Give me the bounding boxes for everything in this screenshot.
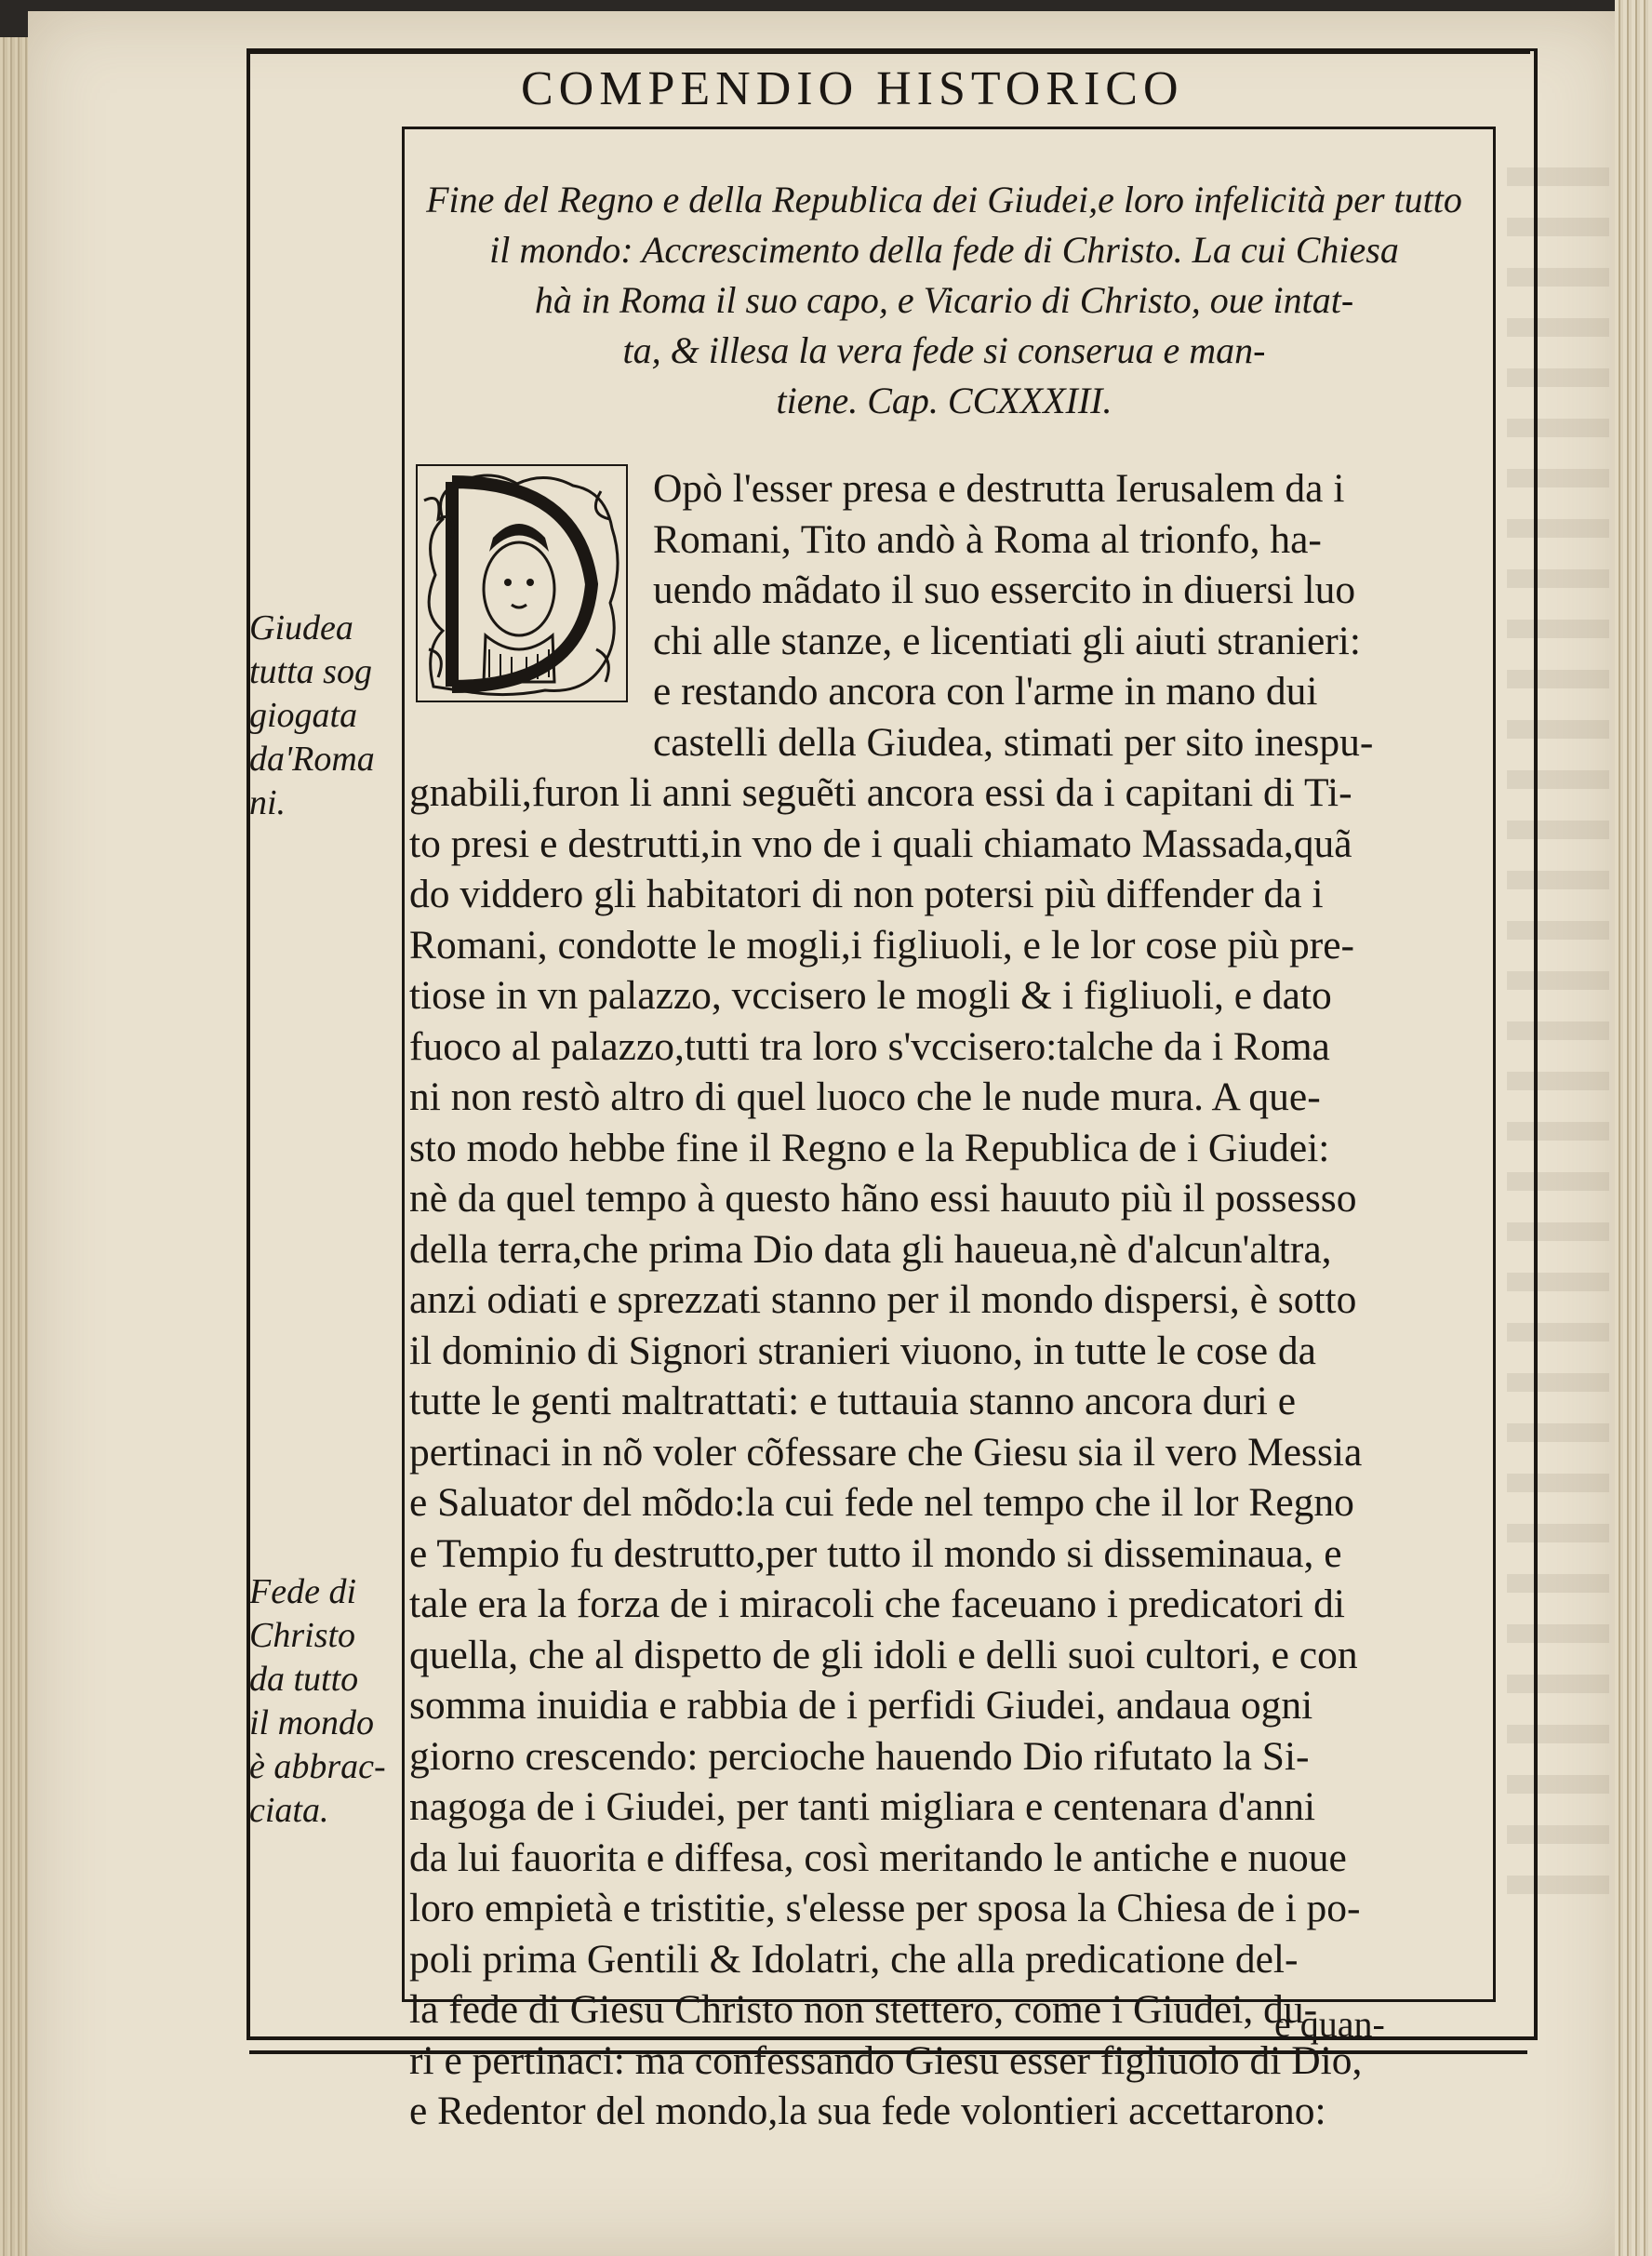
body-line: poli prima Gentili & Idolatri, che alla predicatione del- [409, 1936, 1299, 1982]
body-line: nè da quel tempo à questo hãno essi hauuto più il possesso [409, 1176, 1357, 1221]
body-line: Opò l'esser presa e destrutta Ierusalem da i [653, 466, 1345, 511]
margin-note-giudea [249, 607, 403, 825]
margin-note-line: Christo [249, 1616, 356, 1655]
body-line: Romani, condotte le mogli,i figliuoli, e le lor cose più pre- [409, 922, 1354, 968]
body-line: to presi e destrutti,in vno de i quali chiamato Massada,quã [409, 821, 1352, 866]
margin-note-line: tutta sog [249, 652, 372, 691]
body-line: nagoga de i Giudei, per tanti migliara e centenara d'anni [409, 1784, 1316, 1829]
body-line: da lui fauorita e diffesa, così meritando le antiche e nuoue [409, 1835, 1347, 1880]
body-line: sto modo hebbe fine il Regno e la Republica de i Giudei: [409, 1125, 1330, 1170]
body-line: Romani, Tito andò à Roma al trionfo, ha- [653, 516, 1322, 562]
body-line: della terra,che prima Dio data gli haueua,nè d'alcun'altra, [409, 1226, 1332, 1272]
margin-note-line: Giudea [249, 608, 353, 647]
margin-note-line: giogata [249, 696, 358, 735]
body-line: do viddero gli habitatori di non potersi più diffender da i [409, 872, 1324, 916]
running-head: COMPENDIO HISTORICO [521, 62, 1184, 115]
body-line: anzi odiati e sprezzati stanno per il mondo dispersi, è sotto [409, 1277, 1357, 1322]
body-line: pertinaci in nõ voler cõfessare che Giesu sia il vero Messia [409, 1429, 1363, 1475]
body-line: il dominio di Signori stranieri viuono, in tutte le cose da [409, 1328, 1316, 1373]
chapter-heading-line: Fine del Regno e della Republica dei Giudei,e loro infelicità per tutto [426, 179, 1462, 220]
chapter-heading-line: il mondo: Accrescimento della fede di Christo. La cui Chiesa [489, 229, 1399, 271]
body-line: gnabili,furon li anni seguẽti ancora essi da i capitani di Ti- [409, 770, 1352, 815]
chapter-heading [409, 175, 1479, 426]
margin-note-line: ciata. [249, 1791, 329, 1830]
chapter-heading-line: ta, & illesa la vera fede si conserua e man- [622, 329, 1266, 371]
chapter-heading-line: tiene. Cap. CCXXXIII. [776, 380, 1112, 421]
margin-note-line: ni. [249, 783, 286, 822]
margin-note-line: da'Roma [249, 740, 375, 779]
margin-note-line: è abbrac- [249, 1747, 386, 1786]
margin-note-line: il mondo [249, 1703, 375, 1742]
body-line: uendo mãdato il suo essercito in diuersi luo [653, 567, 1356, 612]
catchword: e quan- [1274, 2003, 1385, 2045]
body-line: castelli della Giudea, stimati per sito inespu- [653, 719, 1374, 765]
body-line: ni non restò altro di quel luoco che le nude mura. A que- [409, 1075, 1321, 1119]
body-line: la fede di Giesu Christo non stettero, come i Giudei, du- [409, 1987, 1318, 2032]
body-line: e restando ancora con l'arme in mano dui [653, 669, 1318, 714]
body-text [409, 463, 1460, 2137]
body-line: giorno crescendo: percioche hauendo Dio rifutato la Si- [409, 1733, 1310, 1779]
body-line: e Saluator del mõdo:la cui fede nel tempo che il lor Regno [409, 1480, 1354, 1525]
margin-note-line: Fede di [249, 1572, 357, 1611]
body-line: ri e pertinaci: ma confessando Giesu esser figliuolo di Dio, [409, 2037, 1363, 2083]
body-line: e Tempio fu destrutto,per tutto il mondo si disseminaua, e [409, 1530, 1342, 1576]
body-line: e Redentor del mondo,la sua fede volontieri accettarono: [409, 2089, 1326, 2133]
body-line: chi alle stanze, e licentiati gli aiuti stranieri: [653, 618, 1361, 663]
body-line: tale era la forza de i miracoli che faceuano i predicatori di [409, 1582, 1345, 1626]
body-line: loro empietà e tristitie, s'elesse per sposa la Chiesa de i po- [409, 1886, 1361, 1930]
margin-note-line: da tutto [249, 1660, 359, 1699]
body-line: tiose in vn palazzo, vccisero le mogli & i figliuoli, e dato [409, 973, 1332, 1018]
body-line: quella, che al dispetto de gli idoli e delli suoi cultori, e con [409, 1632, 1358, 1677]
body-line: tutte le genti maltrattati: e tuttauia stanno ancora duri e [409, 1379, 1297, 1423]
chapter-heading-line: hà in Roma il suo capo, e Vicario di Christo, oue intat- [534, 279, 1354, 321]
body-line: somma inuidia e rabbia de i perfidi Giudei, andaua ogni [409, 1683, 1313, 1728]
body-line: fuoco al palazzo,tutti tra loro s'vccisero:talche da i Roma [409, 1023, 1330, 1069]
book-right-edge [1615, 0, 1652, 2256]
margin-note-fede [249, 1570, 403, 1833]
